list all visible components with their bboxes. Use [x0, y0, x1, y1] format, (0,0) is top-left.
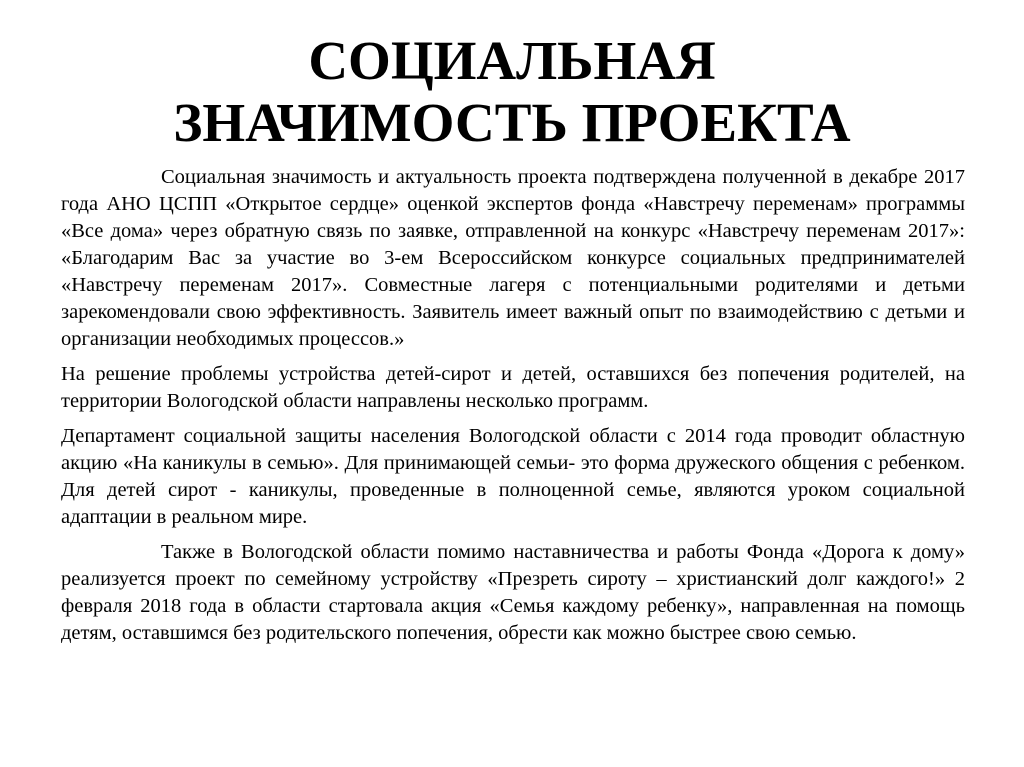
slide-title-line-1: СОЦИАЛЬНАЯ — [308, 30, 716, 91]
slide-title-line-2: ЗНАЧИМОСТЬ ПРОЕКТА — [173, 92, 851, 153]
paragraph-programs: На решение проблемы устройства детей-сирот и детей, оставшихся без попечения родителей, на территории Вологодской области направлены несколько программ. — [61, 363, 965, 412]
slide-title — [0, 30, 1024, 154]
paragraph-social-significance: Социальная значимость и актуальность проекта подтверждена полученной в декабре 2017 года АНО ЦСПП «Открытое сердце» оценкой экспертов фонда «Навстречу переменам» программы «Все дома» через обратную связь по заявке, отправленной на конкурс «Навстречу переменам 2017»: «Благодарим Вас за участие во 3-ем Всероссийском конкурсе социальных предпринимателей «Навстречу переменам 2017». Совместные лагеря с потенциальными родителями и детьми зарекомендовали свою эффективность. Заявитель имеет важный опыт по взаимодействию с детьми и организации необходимых процессов.» — [61, 166, 965, 350]
slide-body — [61, 164, 965, 655]
paragraph-department: Департамент социальной защиты населения Вологодской области с 2014 года проводит областную акцию «На каникулы в семью». Для принимающей семьи- это форма дружеского общения с ребенком. Для детей сирот - каникулы, проведенные в полноценной семье, являются уроком социальной адаптации в реальном мире. — [61, 425, 965, 528]
paragraph-vologda-project: Также в Вологодской области помимо наставничества и работы Фонда «Дорога к дому» реализуется проект по семейному устройству «Презреть сироту – христианский долг каждого!» 2 февраля 2018 года в области стартовала акция «Семья каждому ребенку», направленная на помощь детям, оставшимся без родительского попечения, обрести как можно быстрее свою семью. — [61, 541, 965, 644]
